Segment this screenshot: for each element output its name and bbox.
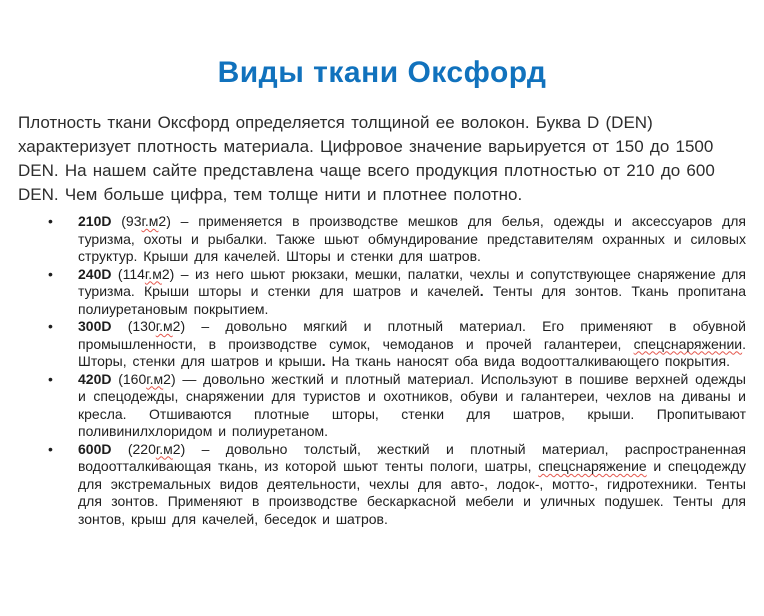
- fabric-list-item-210D: [40, 213, 746, 266]
- item-text: На ткань наносят оба вида водоотталкивающего покрытия.: [325, 353, 730, 369]
- item-text: 2) – применяется в производстве мешков для белья, одежды и аксессуаров для туризма, охоты и рыбалки. Также шьют обмундирование представителям охранных и силовых структур. Крыши для качелей. Шторы и стенки для шатров.: [78, 213, 746, 264]
- bullet-icon: •: [48, 213, 53, 229]
- density-label: 600D: [78, 440, 112, 457]
- density-label: .: [321, 353, 326, 369]
- misspelled-text: г.м: [155, 318, 173, 334]
- item-text: (160: [111, 370, 147, 387]
- fabric-list: [0, 213, 764, 528]
- page-title: Виды ткани Оксфорд: [217, 56, 547, 89]
- item-text: (130: [111, 318, 156, 334]
- misspelled-text: г.м: [155, 440, 173, 457]
- misspelled-text: спецснаряжение: [538, 458, 647, 474]
- item-text: (220: [111, 440, 156, 457]
- item-text: 2) — довольно жесткий и плотный материал. Используют в пошиве верхней одежды и спецодежды, снаряжении для туристов и охотников, обуви и галантереи, чехлов на диваны и кресла. Отшиваются плотные шторы, стенки для шатров, крыши. Пропитывают поливинилхлоридом и полиуретаном.: [78, 370, 746, 439]
- misspelled-text: спецснаряжении: [633, 335, 743, 352]
- fabric-list-item-240D: [40, 266, 746, 319]
- fabric-list-item-300D: [40, 318, 746, 371]
- bullet-icon: •: [48, 265, 53, 282]
- density-label: 300D: [78, 318, 112, 334]
- bullet-icon: •: [48, 370, 53, 387]
- misspelled-text: г.м: [146, 370, 164, 387]
- intro-paragraph: Плотность ткани Оксфорд определяется толщиной ее волокон. Буква D (DEN) характеризует плотность материала. Цифровое значение варьируется от 150 до 1500 DEN. На нашем сайте представлена чаще всего продукция плотностью от 210 до 600 DEN. Чем больше цифра, тем толще нити и плотнее полотно.: [18, 113, 715, 204]
- misspelled-text: г.м: [144, 265, 162, 282]
- item-text: (114: [111, 265, 145, 282]
- density-label: .: [479, 283, 484, 299]
- fabric-list-item-420D: [40, 371, 746, 441]
- misspelled-text: г.м: [141, 213, 159, 229]
- item-text: (93: [111, 213, 142, 229]
- item-text: 2) – довольно мягкий и плотный материал. Его применяют в обувной промышленности, в производстве сумок, чемоданов и прочей галантереи,: [78, 318, 746, 352]
- bullet-icon: •: [48, 318, 53, 334]
- fabric-list-item-600D: [40, 441, 746, 529]
- density-label: 210D: [78, 213, 112, 229]
- item-text: и спецодежду для экстремальных видов деятельности, чехлы для авто-, лодок-, мотто-, гидротехники. Тенты для зонтов. Применяют в производстве бескаркасной мебели и уличных подушек. Тенты для зонтов, крыш для качелей, беседок и шатров.: [78, 458, 746, 527]
- item-text: . Шторы, стенки для шатров и крыши: [78, 335, 746, 369]
- item-text: Тенты для зонтов. Ткань пропитана полиуретановым покрытием.: [78, 283, 746, 317]
- item-text: 2) – довольно толстый, жесткий и плотный материал, распространенная водоотталкивающая ткань, из которой шьют тенты пологи, шатры,: [78, 440, 746, 474]
- item-text: 2) – из него шьют рюкзаки, мешки, палатки, чехлы и сопутствующее снаряжение для туризма. Крыши шторы и стенки для шатров и качелей: [78, 265, 746, 299]
- density-label: 240D: [78, 265, 112, 282]
- density-label: 420D: [78, 370, 112, 387]
- bullet-icon: •: [48, 440, 53, 457]
